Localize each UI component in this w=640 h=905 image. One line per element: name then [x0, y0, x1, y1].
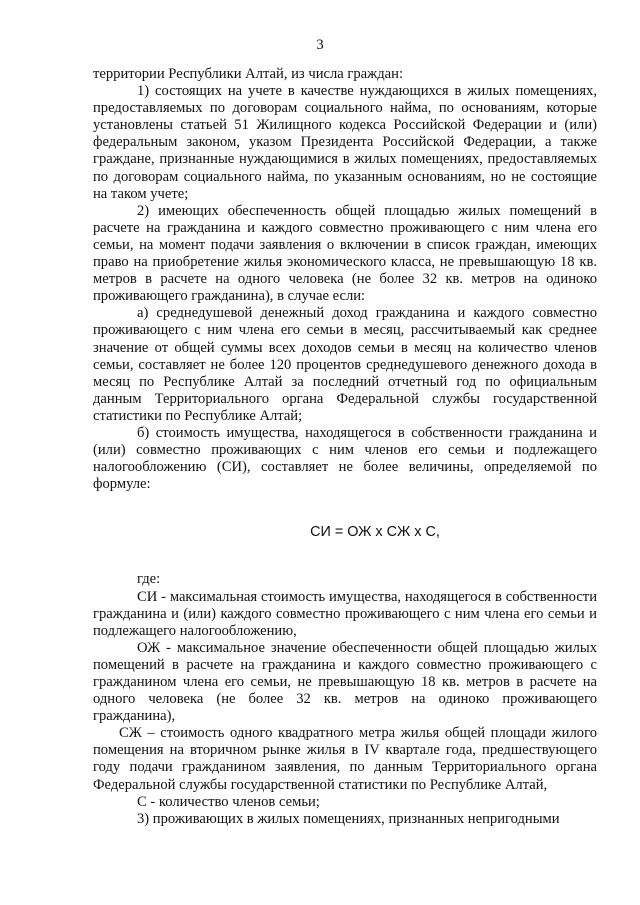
- paragraph-item-2: 2) имеющих обеспеченность общей площадью жилых помещений в расчете на гражданина и каждого совместно проживающего с ним члена его семьи, на момент подачи заявления о включении в список граждан, имеющих право на приобретение жилья экономического класса, не превышающую 18 кв. метров в расчете на одного человека (не более 32 кв. метров на одиноко проживающего гражданина), в случае если:: [93, 202, 597, 305]
- definition-oj: ОЖ - максимальное значение обеспеченности общей площадью жилых помещений в расчете на гражданина и каждого совместно проживающего с гражданином члена его семьи, не превышающую 18 кв. метров в расчете на одного человека (не более 32 кв. метров на одиноко проживающего гражданина),: [93, 639, 597, 725]
- paragraph-subitem-b: б) стоимость имущества, находящегося в собственности гражданина и (или) совместно проживающих с ним членов его семьи и подлежащего налогообложению (СИ), составляет не более величины, определяемой по формуле:: [93, 424, 597, 493]
- paragraph-item-3: 3) проживающих в жилых помещениях, признанных непригодными: [137, 810, 560, 827]
- page-number: 3: [316, 37, 324, 53]
- definition-sj: СЖ – стоимость одного квадратного метра жилья общей площади жилого помещения на вторичном рынке жилья в IV квартале года, предшествующего году подачи гражданином заявления, по данным Территориального органа Федеральной службы государственной статистики по Республике Алтай,: [93, 725, 597, 793]
- formula: СИ = ОЖ х СЖ х С,: [310, 524, 440, 541]
- definition-c: С - количество членов семьи;: [137, 793, 320, 810]
- where-label: где:: [137, 571, 161, 588]
- definition-si: СИ - максимальная стоимость имущества, находящегося в собственности гражданина и (или) каждого совместно проживающего с ним члена его семьи и подлежащего налогообложению,: [93, 588, 597, 639]
- paragraph-subitem-a: а) среднедушевой денежный доход гражданина и каждого совместно проживающего с ним члена его семьи в месяц, рассчитываемый как среднее значение от общей суммы всех доходов семьи в месяц на количество членов семьи, составляет не более 120 процентов среднедушевого денежного дохода в месяц по Республике Алтай за последний отчетный год по официальным данным Территориального органа Федеральной службы государственной статистики по Республике Алтай;: [93, 305, 597, 424]
- document-body: [93, 66, 597, 828]
- paragraph-intro: территории Республики Алтай, из числа граждан:: [93, 66, 403, 82]
- paragraph-item-1: 1) состоящих на учете в качестве нуждающихся в жилых помещениях, предоставляемых по договорам социального найма, по основаниям, которые установлены статьей 51 Жилищного кодекса Российской Федерации и (или) федеральным законом, указом Президента Российской Федерации, а также граждане, признанные нуждающимися в жилых помещениях, предоставляемых по договорам социального найма, по указанным основаниям, но не состоящие на таком учете;: [93, 83, 597, 202]
